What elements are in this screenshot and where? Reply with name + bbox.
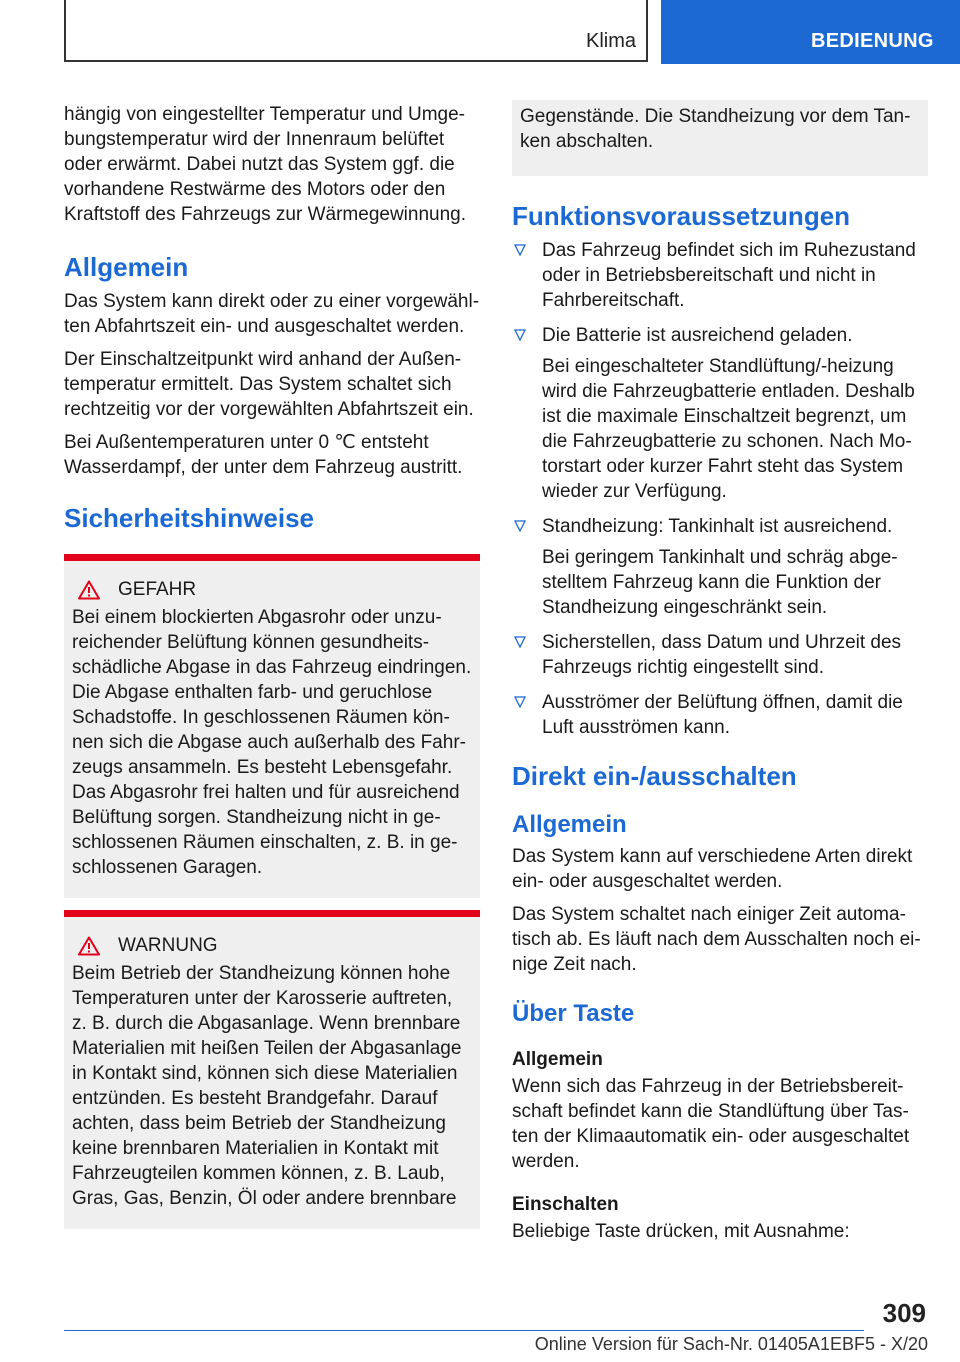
list-item-text: Sicherstellen, dass Datum und Uhrzeit des Fahrzeugs richtig eingestellt sind. <box>542 632 902 678</box>
page-number: 309 <box>882 1298 926 1328</box>
direkt-paragraph-2: Das System schaltet nach einiger Zeit automatisch ab. Es läuft nach dem Ausschalten noch einige Zeit nach. <box>512 904 921 975</box>
list-item-text: Die Batterie ist ausreichend geladen. <box>542 325 853 346</box>
allgemein-paragraph-3: Bei Außentemperaturen unter 0 ℃ entsteht Wasserdampf, der unter dem Fahrzeug austritt. <box>64 432 463 478</box>
warning-triangle-icon <box>78 936 100 956</box>
footer-divider <box>64 1330 864 1331</box>
list-item <box>512 238 928 313</box>
heading-direkt-ein-ausschalten: Direkt ein-/ausschalten <box>512 761 797 791</box>
allgemein-paragraph-1: Das System kann direkt oder zu einer vorgewählten Abfahrtszeit ein- und ausgeschaltet werden. <box>64 291 480 337</box>
danger-header <box>72 577 472 603</box>
list-item <box>512 630 928 680</box>
chapter-title: Klima <box>585 30 636 52</box>
list-item-text: Das Fahrzeug befindet sich im Ruhezustand oder in Betriebsbereitschaft und nicht in Fahrbereitschaft. <box>542 240 916 311</box>
list-item-note: Bei eingeschalteter Standlüftung/-heizung wird die Fahrzeugbatterie entladen. Deshalb ist die maximale Einschaltzeit begrenzt, um die Fahrzeugbatterie zu schonen. Nach Motorstart oder kurzer Fahrt steht das System wieder zur Verfügung. <box>542 356 915 502</box>
heading-einschalten: Einschalten <box>512 1194 619 1215</box>
heading-allgemein: Allgemein <box>64 252 189 282</box>
triangle-bullet-icon <box>514 520 526 532</box>
danger-text: Bei einem blockierten Abgasrohr oder unzureichender Belüftung können gesundheitsschädliche Abgase in das Fahrzeug eindringen. Die Abgase enthalten farb- und geruchlose Schadstoffe. In geschlossenen Räumen können sich die Abgase auch außerhalb des Fahrzeugs ansammeln. Es besteht Lebensgefahr. Das Abgasrohr frei halten und für ausreichend Belüftung sorgen. Standheizung nicht in geschlossenen Räumen einschalten, z. B. in geschlossenen Garagen. <box>72 607 472 878</box>
footer-online-version: Online Version für Sach-Nr. 01405A1EBF5 - X/20 <box>534 1334 928 1354</box>
requirements-list <box>512 238 928 740</box>
danger-bar <box>64 554 480 561</box>
triangle-bullet-icon <box>514 636 526 648</box>
list-item <box>512 514 928 620</box>
triangle-bullet-icon <box>514 329 526 341</box>
direkt-paragraph-1: Das System kann auf verschiedene Arten direkt ein- oder ausgeschaltet werden. <box>512 846 913 892</box>
triangle-bullet-icon <box>514 696 526 708</box>
warning-triangle-icon <box>78 580 100 600</box>
warning-header <box>72 933 472 959</box>
danger-box <box>64 561 480 898</box>
einschalten-paragraph-1: Beliebige Taste drücken, mit Ausnahme: <box>512 1221 850 1242</box>
warning-title: WARNUNG <box>118 935 218 956</box>
heading-ueber-taste: Über Taste <box>512 1000 635 1027</box>
warning-continued-box <box>512 100 928 176</box>
heading-sicherheitshinweise: Sicherheitshinweise <box>64 503 314 533</box>
taste-paragraph-1: Wenn sich das Fahrzeug in der Betriebsbereitschaft befindet kann die Standlüftung über Tasten der Klimaautomatik ein- oder ausgeschaltet werden. <box>512 1076 910 1172</box>
warning-continued-text: Gegenstände. Die Standheizung vor dem Tanken abschalten. <box>520 106 911 152</box>
intro-paragraph: hängig von eingestellter Temperatur und Umgebungstemperatur wird der Innenraum belüftet oder erwärmt. Dabei nutzt das System ggf. die vorhandene Restwärme des Motors oder den Kraftstoff des Fahrzeugs zur Wärmegewinnung. <box>64 104 467 225</box>
list-item <box>512 323 928 504</box>
section-tab[interactable]: BEDIENUNG <box>661 0 960 64</box>
heading-funktionsvoraussetzungen: Funktionsvoraussetzungen <box>512 201 851 231</box>
danger-title: GEFAHR <box>118 579 197 600</box>
heading-direkt-allgemein: Allgemein <box>512 811 627 838</box>
warning-text: Beim Betrieb der Standheizung können hohe Temperaturen unter der Karosserie auftreten, z. B. durch die Abgasanlage. Wenn brennbare Materialien mit heißen Teilen der Abgasanlage in Kontakt sind, können sich diese Materialien entzünden. Es besteht Brandgefahr. Darauf achten, dass beim Betrieb der Standheizung keine brennbaren Materialien in Kontakt mit Fahrzeugteilen kommen können, z. B. Laub, Gras, Gas, Benzin, Öl oder andere brennbare <box>72 963 462 1209</box>
triangle-bullet-icon <box>514 244 526 256</box>
header-frame <box>64 0 648 62</box>
list-item-note: Bei geringem Tankinhalt und schräg abgestelltem Fahrzeug kann die Funktion der Standheizung eingeschränkt sein. <box>542 547 898 618</box>
warning-box <box>64 917 480 1229</box>
warning-bar <box>64 910 480 917</box>
list-item-text: Ausströmer der Belüftung öffnen, damit die Luft ausströmen kann. <box>542 692 903 738</box>
left-column <box>64 100 480 1229</box>
right-column <box>512 100 928 1252</box>
allgemein-paragraph-2: Der Einschaltzeitpunkt wird anhand der Außentemperatur ermittelt. Das System schaltet sich rechtzeitig vor der vorgewählten Abfahrtszeit ein. <box>64 349 474 420</box>
list-item-text: Standheizung: Tankinhalt ist ausreichend. <box>542 516 893 537</box>
heading-taste-allgemein: Allgemein <box>512 1049 603 1070</box>
list-item <box>512 690 928 740</box>
